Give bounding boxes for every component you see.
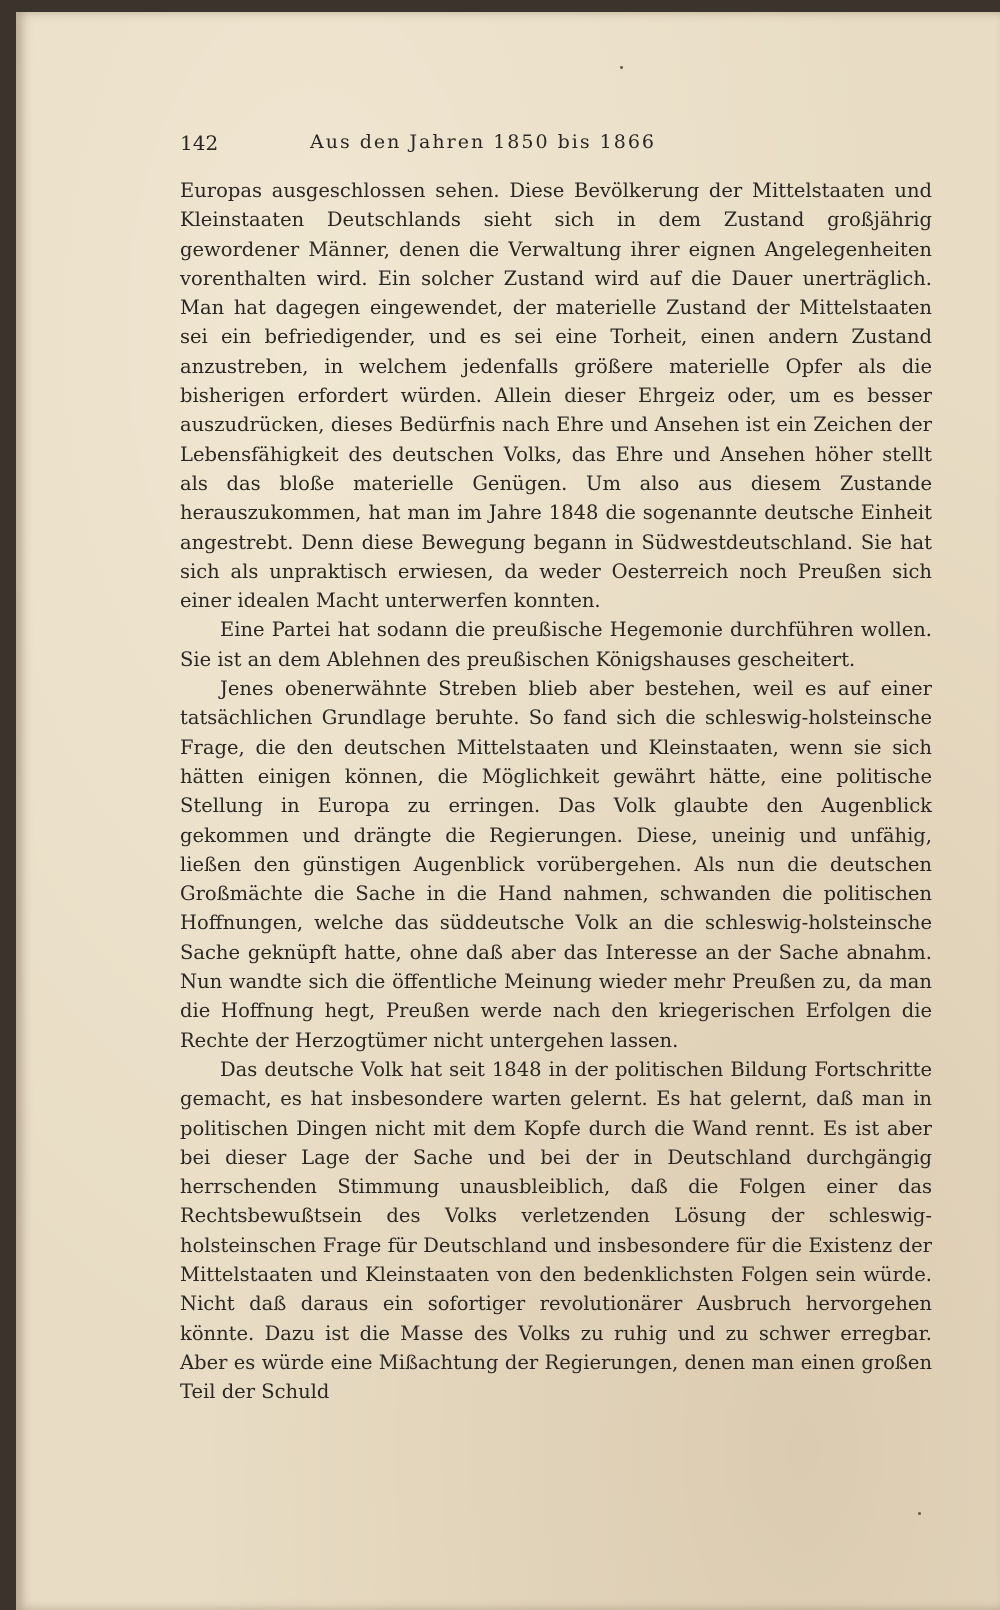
ink-speck (620, 66, 623, 69)
paragraph: Jenes obenerwähnte Streben blieb aber bestehen, weil es auf einer tatsächlichen Grundlage beruhte. So fand sich die schleswig-holsteinsche Frage, die den deutschen Mittelstaaten und Kleinstaaten, wenn sie sich hätten einigen können, die Möglichkeit gewährt hätte, eine politische Stellung in Europa zu erringen. Das Volk glaubte den Augenblick gekommen und drängte die Regierungen. Diese, uneinig und unfähig, ließen den günstigen Augenblick vorübergehen. Als nun die deutschen Großmächte die Sache in die Hand nahmen, schwanden die politischen Hoffnungen, welche das süddeutsche Volk an die schleswig-holsteinsche Sache geknüpft hatte, ohne daß aber das Interesse an der Sache abnahm. Nun wandte sich die öffentliche Meinung wieder mehr Preußen zu, da man die Hoffnung hegt, Preußen werde nach den kriegerischen Erfolgen die Rechte der Herzogtümer nicht untergehen lassen. (180, 677, 932, 1052)
page-number: 142 (180, 131, 219, 155)
paragraph: Europas ausgeschlossen sehen. Diese Bevölkerung der Mittelstaaten und Kleinstaaten Deutschlands sieht sich in dem Zustand großjährig gewordener Männer, denen die Verwaltung ihrer eignen Angelegenheiten vorenthalten wird. Ein solcher Zustand wird auf die Dauer unerträglich. Man hat dagegen eingewendet, der materielle Zustand der Mittelstaaten sei ein befriedigender, und es sei eine Torheit, einen andern Zustand anzustreben, in welchem jedenfalls größere materielle Opfer als die bisherigen erfordert würden. Allein dieser Ehrgeiz oder, um es besser auszudrücken, dieses Bedürfnis nach Ehre und Ansehen ist ein Zeichen der Lebensfähigkeit des deutschen Volks, das Ehre und Ansehen höher stellt als das bloße materielle Genügen. Um also aus diesem Zustande herauszukommen, hat man im Jahre 1848 die sogenannte deutsche Einheit angestrebt. Denn diese Bewegung begann in Südwestdeutschland. Sie hat sich als unpraktisch erwiesen, da weder Oesterreich noch Preußen sich einer idealen Macht unterwerfen konnten. (180, 179, 932, 613)
paragraph: Das deutsche Volk hat seit 1848 in der politischen Bildung Fortschritte gemacht, es hat insbesondere warten gelernt. Es hat gelernt, daß man in politischen Dingen nicht mit dem Kopfe durch die Wand rennt. Es ist aber bei dieser Lage der Sache und bei der in Deutschland durchgängig herrschenden Stimmung unausbleiblich, daß die Folgen einer das Rechtsbewußtsein des Volks verletzenden Lösung der schleswig-holsteinschen Frage für Deutschland und insbesondere für die Existenz der Mittelstaaten und Kleinstaaten von den bedenklichsten Folgen sein würde. Nicht daß daraus ein sofortiger revolutionärer Ausbruch hervorgehen könnte. Dazu ist die Masse des Volks zu ruhig und zu schwer erregbar. Aber es würde eine Mißachtung der Regierungen, denen man einen großen Teil der Schuld (180, 1057, 932, 1404)
running-title: Aus den Jahren 1850 bis 1866 (310, 131, 656, 153)
page-body (180, 176, 932, 1406)
page-header (180, 131, 932, 161)
paragraph: Eine Partei hat sodann die preußische Hegemonie durchführen wollen. Sie ist an dem Ablehnen des preußischen Königshauses gescheitert. (180, 618, 932, 671)
ink-speck (918, 1512, 921, 1515)
